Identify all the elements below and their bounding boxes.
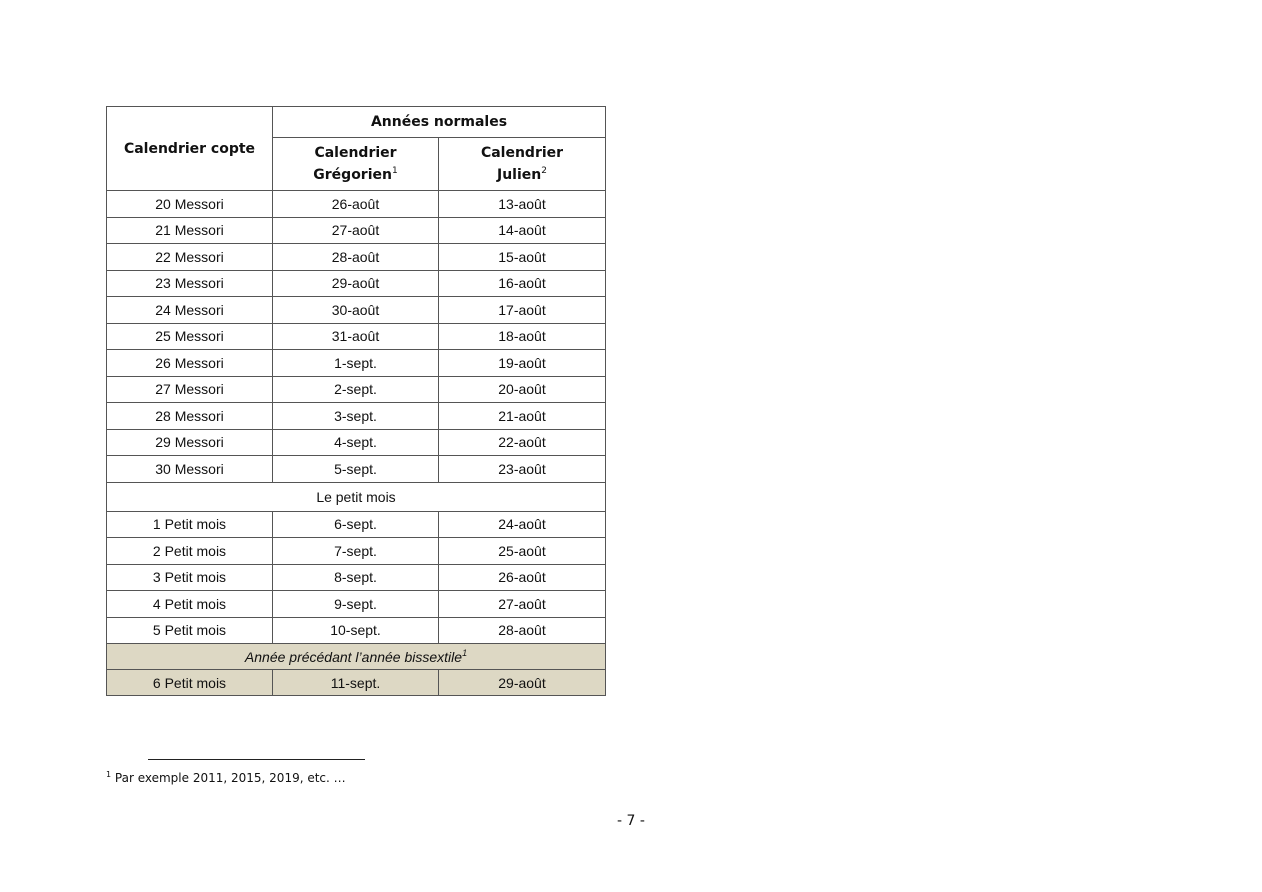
cell-coptic: 27 Messori: [107, 376, 273, 403]
cell-julian: 28-août: [439, 617, 606, 644]
cell-gregorian: 6-sept.: [273, 511, 439, 538]
header-group-normal-years: Années normales: [273, 107, 606, 138]
footnote-mark: 1: [106, 770, 112, 779]
cell-coptic: 20 Messori: [107, 191, 273, 218]
table-row: [107, 376, 606, 403]
table-row: [107, 244, 606, 271]
header-coptic: Calendrier copte: [107, 107, 273, 191]
cell-gregorian: 9-sept.: [273, 591, 439, 618]
table-row: [107, 191, 606, 218]
messori-rows: [107, 191, 606, 483]
table-row: [107, 350, 606, 377]
cell-coptic: 22 Messori: [107, 244, 273, 271]
header-gregorian-footnote-mark: 1: [391, 166, 398, 176]
cell-gregorian: 31-août: [273, 323, 439, 350]
footnote-separator: [148, 759, 365, 760]
cell-gregorian: 27-août: [273, 217, 439, 244]
cell-julian: 19-août: [439, 350, 606, 377]
cell-coptic: 21 Messori: [107, 217, 273, 244]
cell-julian: 25-août: [439, 538, 606, 565]
cell-coptic: 24 Messori: [107, 297, 273, 324]
cell-gregorian: 1-sept.: [273, 350, 439, 377]
cell-julian: 16-août: [439, 270, 606, 297]
header-gregorian: Calendrier Grégorien$^1$: [273, 138, 439, 191]
cell-coptic: 30 Messori: [107, 456, 273, 483]
cell-julian: 27-août: [439, 591, 606, 618]
cell-coptic: 2 Petit mois: [107, 538, 273, 565]
header-julian: Calendrier Julien$^2$: [439, 138, 606, 191]
cell-coptic: 23 Messori: [107, 270, 273, 297]
table-row: [107, 591, 606, 618]
cell-gregorian: 26-août: [273, 191, 439, 218]
cell-gregorian: 4-sept.: [273, 429, 439, 456]
table-row: [107, 217, 606, 244]
leap-row: [107, 670, 606, 696]
cell-gregorian: 29-août: [273, 270, 439, 297]
table-row: [107, 403, 606, 430]
cell-julian: 24-août: [439, 511, 606, 538]
cell-gregorian: 10-sept.: [273, 617, 439, 644]
table-row: [107, 270, 606, 297]
cell-gregorian: 28-août: [273, 244, 439, 271]
cell-gregorian: 3-sept.: [273, 403, 439, 430]
header-julian-footnote-mark: 2: [541, 166, 547, 176]
leap-year-note-footnote-mark: 1: [462, 647, 468, 658]
cell-julian: 18-août: [439, 323, 606, 350]
cell-coptic: 3 Petit mois: [107, 564, 273, 591]
table-row: [107, 617, 606, 644]
cell-gregorian: 5-sept.: [273, 456, 439, 483]
cell-julian: 13-août: [439, 191, 606, 218]
cell-julian: 15-août: [439, 244, 606, 271]
cell-gregorian: 30-août: [273, 297, 439, 324]
cell-julian: 29-août: [439, 670, 606, 696]
cell-coptic: 1 Petit mois: [107, 511, 273, 538]
table-row: [107, 456, 606, 483]
cell-gregorian: 11-sept.: [273, 670, 439, 696]
cell-coptic: 25 Messori: [107, 323, 273, 350]
cell-julian: 21-août: [439, 403, 606, 430]
calendar-table: [106, 106, 606, 696]
cell-gregorian: 8-sept.: [273, 564, 439, 591]
footnote: [106, 770, 346, 785]
petit-mois-rows: [107, 511, 606, 644]
table-row: [107, 429, 606, 456]
cell-julian: 14-août: [439, 217, 606, 244]
table-row: [107, 511, 606, 538]
cell-coptic: 29 Messori: [107, 429, 273, 456]
cell-coptic: 28 Messori: [107, 403, 273, 430]
cell-gregorian: 2-sept.: [273, 376, 439, 403]
cell-gregorian: 7-sept.: [273, 538, 439, 565]
cell-coptic: 5 Petit mois: [107, 617, 273, 644]
cell-julian: 17-août: [439, 297, 606, 324]
cell-julian: 23-août: [439, 456, 606, 483]
cell-julian: 26-août: [439, 564, 606, 591]
table-row: [107, 564, 606, 591]
page-number: - 7 -: [617, 813, 645, 829]
table-row: [107, 297, 606, 324]
section-title: Le petit mois: [107, 482, 606, 511]
leap-year-note: Année précédant l’année bissextile$^1$: [107, 644, 606, 670]
cell-julian: 22-août: [439, 429, 606, 456]
cell-coptic: 26 Messori: [107, 350, 273, 377]
table-row: [107, 538, 606, 565]
footnote-text: Par exemple 2011, 2015, 2019, etc. …: [111, 771, 346, 785]
cell-julian: 20-août: [439, 376, 606, 403]
cell-coptic: 6 Petit mois: [107, 670, 273, 696]
cell-coptic: 4 Petit mois: [107, 591, 273, 618]
table-row: [107, 323, 606, 350]
